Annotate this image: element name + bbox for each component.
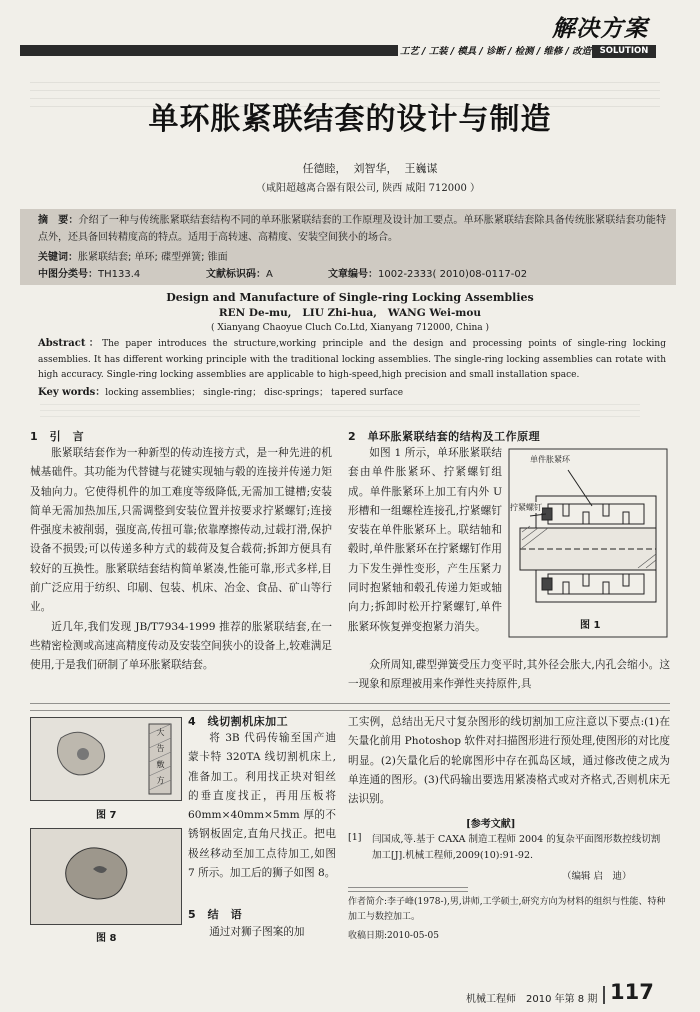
page-number: 117 bbox=[610, 980, 654, 1004]
section-5-paragraph-2: 工实例，总结出无尺寸复杂图形的线切割加工应注意以下要点:(1)在矢量化前用 Photoshop 软件对扫描图形进行预处理,使图形的对比度明显。(2)矢量化后的轮廓图形中存在孤岛区域，通过修改使之成为单连通的图形。(3)代码输出要选用紧凑格式或对齐格式,否则机床无法识别。 bbox=[348, 716, 670, 806]
section-5-heading: 5 结 语 bbox=[188, 908, 243, 921]
section-1-paragraph-2: 近几年,我们发现 JB/T7934-1999 推荐的胀紧联结套,在一些精密检测或高速高精度传动及安装空间狭小的设备上,较难满足使用,于是我们研制了单环胀紧联结套。 bbox=[30, 620, 332, 672]
figure-7-side-text: 大 告 敷 方 bbox=[156, 728, 165, 784]
abstract-cn bbox=[38, 212, 666, 246]
references-heading: [参考文献] bbox=[466, 819, 516, 830]
article-number bbox=[328, 265, 527, 280]
figure-1 bbox=[508, 448, 668, 638]
abstract-label: 摘 要： bbox=[38, 215, 79, 226]
english-keywords-label: Key words： bbox=[38, 387, 106, 398]
doc-label: 文献标识码： bbox=[206, 269, 266, 280]
english-keywords-text: locking assemblies； single-ring； disc-springs； tapered surface bbox=[105, 388, 404, 398]
clc-value: TH133.4 bbox=[98, 269, 141, 280]
solution-tag: SOLUTION bbox=[592, 45, 656, 58]
article-no-label: 文章编号： bbox=[328, 269, 378, 280]
section-separator bbox=[30, 703, 670, 711]
section-2-heading: 2 单环胀紧联结套的结构及工作原理 bbox=[348, 430, 541, 443]
section-2-paragraph-2: 众所周知,碟型弹簧受压力变平时,其外径会胀大,内孔会缩小。这一现象和原理被用来作弹性夹持原件,具 bbox=[348, 659, 670, 691]
header-categories: 工艺 / 工装 / 模具 / 诊断 / 检测 / 维修 / 改造 bbox=[400, 46, 591, 57]
bleed-through-text-2 bbox=[40, 404, 640, 420]
english-authors: REN De-mu, LIU Zhi-hua, WANG Wei-mou bbox=[218, 307, 482, 319]
article-no-value: 1002-2333( 2010)08-0117-02 bbox=[378, 269, 528, 280]
article-title: 单环胀紧联结套的设计与制造 bbox=[148, 102, 552, 137]
section-5-body-cont bbox=[348, 713, 670, 809]
footer-divider bbox=[603, 986, 605, 1004]
authors-cn: 任德睦， 刘智华， 王巍谋 bbox=[302, 162, 438, 175]
reference-1: 闫国成,等.基于 CAXA 制造工程师 2004 的复杂平面图形数控线切割加工[J].机械工程师,2009(10):91-92. bbox=[372, 834, 661, 861]
section-2-paragraph-1: 如图 1 所示，单环胀紧联结套由单件胀紧环、拧紧螺钉组成。单件胀紧环上加工有内外 U 形槽和一组螺栓连接孔,拧紧螺钉安装在单件胀紧环上。联结轴和毂时,单件胀紧环在拧紧螺钉作用力下发生弹性变形，产生压紧力同时抱紧轴和毂孔传递力矩或轴向力;拆卸时松开拧紧螺钉,单件胀紧环恢复弹变抱紧力消失。 bbox=[348, 447, 502, 633]
section-title: 解决方案 bbox=[552, 16, 648, 42]
english-abstract bbox=[38, 336, 666, 384]
reference-1-number: [1] bbox=[348, 832, 362, 843]
figure-1-caption: 图 1 bbox=[580, 620, 601, 631]
figure-1-label-screw: 拧紧螺钉 bbox=[510, 503, 542, 512]
affiliation-cn: （咸阳超越离合器有限公司, 陕西 咸阳 712000 ） bbox=[255, 183, 481, 194]
clc-number bbox=[38, 265, 140, 280]
english-affiliation: ( Xianyang Chaoyue Cluch Co.Ltd, Xianyang 712000, China ) bbox=[210, 323, 490, 333]
doc-value: A bbox=[266, 269, 273, 280]
english-title: Design and Manufacture of Single-ring Locking Assemblies bbox=[166, 291, 534, 304]
figure-8-photo bbox=[31, 829, 181, 924]
english-abstract-label: Abstract： bbox=[38, 338, 103, 349]
received-date: 收稿日期:2010-05-05 bbox=[348, 931, 439, 941]
section-4-body bbox=[188, 729, 336, 883]
english-abstract-text: The paper introduces the structure,working principle and the design and processing points of single-ring locking assemblies. It has different working principle with the traditional locking assemblies. The single-ring locking assemblies can rotate with high accuracy. Single-ring locking assemblies are applicable to high-speed,high precision and small installation space. bbox=[38, 339, 666, 381]
section-2-body-wide bbox=[348, 656, 670, 695]
clc-label: 中图分类号： bbox=[38, 269, 98, 280]
section-4-heading: 4 线切割机床加工 bbox=[188, 715, 289, 728]
figure-7-caption: 图 7 bbox=[96, 810, 117, 821]
section-2-body-narrow bbox=[348, 444, 502, 637]
keywords-label: 关键词： bbox=[38, 252, 78, 263]
section-5-body-start bbox=[188, 923, 336, 942]
figure-8-caption: 图 8 bbox=[96, 933, 117, 944]
bio-separator bbox=[348, 887, 468, 892]
author-bio: 作者简介:李子峰(1978-),男,讲师,工学硕士,研究方向为材料的组织与性能、特种加工与数控加工。 bbox=[348, 897, 666, 922]
figure-8 bbox=[30, 828, 182, 925]
section-1-body bbox=[30, 444, 332, 676]
section-5-paragraph-1: 通过对狮子图案的加 bbox=[209, 926, 305, 938]
figure-7 bbox=[30, 717, 182, 801]
english-keywords bbox=[38, 383, 403, 398]
section-4-paragraph-1: 将 3B 代码传输至国产迪蒙卡特 320TA 线切割机床上,准备加工。利用找正块对钼丝的垂直度找正，再用压板将 60mm×40mm×5mm 厚的不锈钢板固定,直角尺找正。把电极丝移动至加工点待加工,如图 7 所示。加工后的狮子如图 8。 bbox=[188, 732, 336, 880]
keywords-text: 胀紧联结套; 单环; 碟型弹簧; 锥面 bbox=[78, 252, 228, 263]
footer-journal: 机械工程师 2010 年第 8 期 bbox=[466, 994, 598, 1005]
document-code bbox=[206, 265, 273, 280]
figure-1-label-ring: 单件胀紧环 bbox=[530, 455, 570, 464]
figure-1-drawing bbox=[508, 448, 668, 638]
section-1-heading: 1 引 言 bbox=[30, 430, 85, 443]
section-1-paragraph-1: 胀紧联结套作为一种新型的传动连接方式，是一种先进的机械基础件。其功能为代替键与花键实现轴与毂的连接并传递力矩及轴向力。它使得机件的加工难度等级降低,无需加工键槽;安装简单无需加热加压,只需调整到安装位置并按要求拧紧螺钉;连接件强度未被削弱，强度高,传扭可靠;依靠摩擦传动,过载打滑,保护设备不损毁;可以传递多种方式的载荷及复合载荷;拆卸方便具有较好的互换性。胀紧联结套结构简单紧凑,性能可靠,形式多样,目前广泛应用于纺织、印刷、包装、机床、冶金、食品、矿山等行业。 bbox=[30, 447, 332, 614]
abstract-text: 介绍了一种与传统胀紧联结套结构不同的单环胀紧联结套的工作原理及设计加工要点。单环胀紧联结套除具备传统胀紧联结套功能特点外，还具备回转精度高的特点。适用于高转速、高精度、安装空间狭小的场合。 bbox=[38, 215, 667, 243]
editor-note: （编辑 启 迪） bbox=[562, 871, 632, 882]
keywords-cn bbox=[38, 248, 228, 263]
header-bar bbox=[20, 45, 398, 56]
